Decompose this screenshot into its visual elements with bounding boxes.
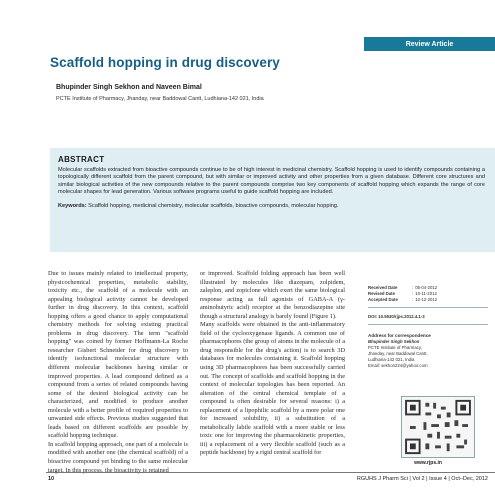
date-sep: : — [412, 291, 414, 296]
date-value: 05-04-2012 — [415, 285, 438, 290]
body-column-1 — [48, 270, 188, 475]
footer-rule — [46, 472, 495, 473]
address-line: Jhanday, near Baddowal Cantt, — [368, 351, 428, 357]
abstract-box — [50, 148, 495, 252]
date-value: 10-12-2012 — [415, 297, 438, 302]
body-paragraph: Due to issues mainly related to intellectual property, physicochemical properties, metabolic stability, toxicity etc., the scaffold of a molecule with an appealing biological activity cannot be developed further in drug discovery. In this context, scaffold hopping offers a good chance to apply computational chemistry methods for solving existing practical problems in drug discovery. The term "scaffold hopping" was coined by former Hoffmann-La Roche researcher Gisbert Schneider for drug discovery to identify isofunctional molecular structure with different molecular backbones having similar or improved properties. A lead compound defined as a compound from a series of related compounds having some of the desired biological activity can be characterized, and modified to produce another molecule with a better profile of required properties to unwanted side effects. Previous studies suggested that leads based on different scaffolds are possible by scaffold hopping technique. — [48, 270, 188, 440]
authors: Bhupinder Singh Sekhon and Naveen Bimal — [56, 84, 202, 91]
body-column-2 — [200, 270, 345, 458]
body-paragraph: or improved. Scaffold folding approach has been well illustrated by molecules like diazepam, zolpidem, zaleplon, and zopiclone which exert the same biological response acting as full agonists of GABA-A (γ-aminobutyric acid) receptor at the benzodiazepine site though a structural analogy is barely found (Figure 1). — [200, 270, 345, 320]
article-type-badge: Review Article — [364, 37, 495, 51]
date-label: Revised Date — [368, 291, 395, 296]
article-title: Scaffold hopping in drug discovery — [50, 55, 280, 70]
page-number: 10 — [48, 476, 55, 482]
journal-url[interactable]: www.rjps.in — [414, 460, 442, 466]
address-line: Ludhiana-142 021, India — [368, 357, 415, 363]
address-line: PCTE Institute of Pharmacy, — [368, 345, 422, 351]
page-footer — [0, 472, 495, 488]
body-paragraph: Many scaffolds were obtained in the anti-inflammatory field of the cyclooxygenase ligands. A common use of pharmacophores (the group of atoms in the molecule of a drug responsible for the drug's action) is to search 3D databases for molecules containing it. Scaffold hopping using 3D pharmacophores has been successfully carried out. The concept of scaffolds and scaffold hopping in the context of molecular topologies has been reported. An alteration of the central chemical template of a compound is often desirable for several reasons: i) a replacement of a lipophilic scaffold by a more polar one for increased solubility, ii) a substitution of a metabolically labile scaffold with a more stable or less toxic one for improving the pharmacokinetic properties, iii) a replacement of a very flexible scaffold (such as a peptide backbone) by a rigid central scaffold for — [200, 321, 345, 457]
email[interactable]: Email: sekhon224@yahoo.com — [368, 363, 428, 369]
keywords-text: Scaffold hopping, medicinal chemistry, molecular scaffolds, bioactive compounds, molecular hopping. — [88, 202, 339, 209]
qr-code-image — [401, 396, 475, 458]
date-label: Received Date — [368, 285, 398, 290]
keywords — [58, 203, 485, 210]
abstract-text: Molecular scaffolds extracted from bioactive compounds continue to be of high interest in medicinal chemistry. Scaffold hopping is used to identify compounds containing a topologically different scaffold from the parent compound, but with similar or improved activity and other properties from a given database. Different core structures and similar biological activities of the new compounds relative to the parent compounds comprise two key components of scaffold hopping which expands the range of core molecular shapes for lead generation. Various software programs useful to guide scaffold hopping are included. — [58, 167, 485, 196]
correspondence-heading: Address for correspondence — [368, 333, 431, 338]
date-value: 10-11-2012 — [415, 291, 437, 296]
qr-code-icon — [402, 397, 474, 457]
journal-citation: RGUHS J Pharm Sci | Vol 2 | Issue 4 | Oct–Dec, 2012 — [356, 476, 488, 482]
article-info-sidebar — [368, 285, 488, 369]
date-label: Accepted Date — [368, 297, 398, 302]
date-row — [368, 297, 488, 303]
doi[interactable]: DOI: 10.5530/rjps.2012.4.1-3 — [368, 314, 425, 319]
affiliation: PCTE Institute of Pharmacy, Jhanday, near Baddowal Cantt, Ludhiana-142 021, India — [56, 96, 264, 102]
divider — [368, 307, 488, 308]
date-sep: : — [412, 297, 414, 302]
divider — [368, 324, 488, 325]
abstract-heading: ABSTRACT — [58, 155, 105, 164]
keywords-label: Keywords: — [58, 202, 87, 209]
date-sep: : — [412, 285, 414, 290]
correspondence-name: Bhupinder Singh Sekhon — [368, 339, 420, 345]
body-paragraph: In scaffold hopping approach, one part of a molecule is modified with another one (the chemical scaffold) of a bioactive compound yet binding to the same molecular target. In this process, the bioactivity is retained — [48, 440, 188, 474]
